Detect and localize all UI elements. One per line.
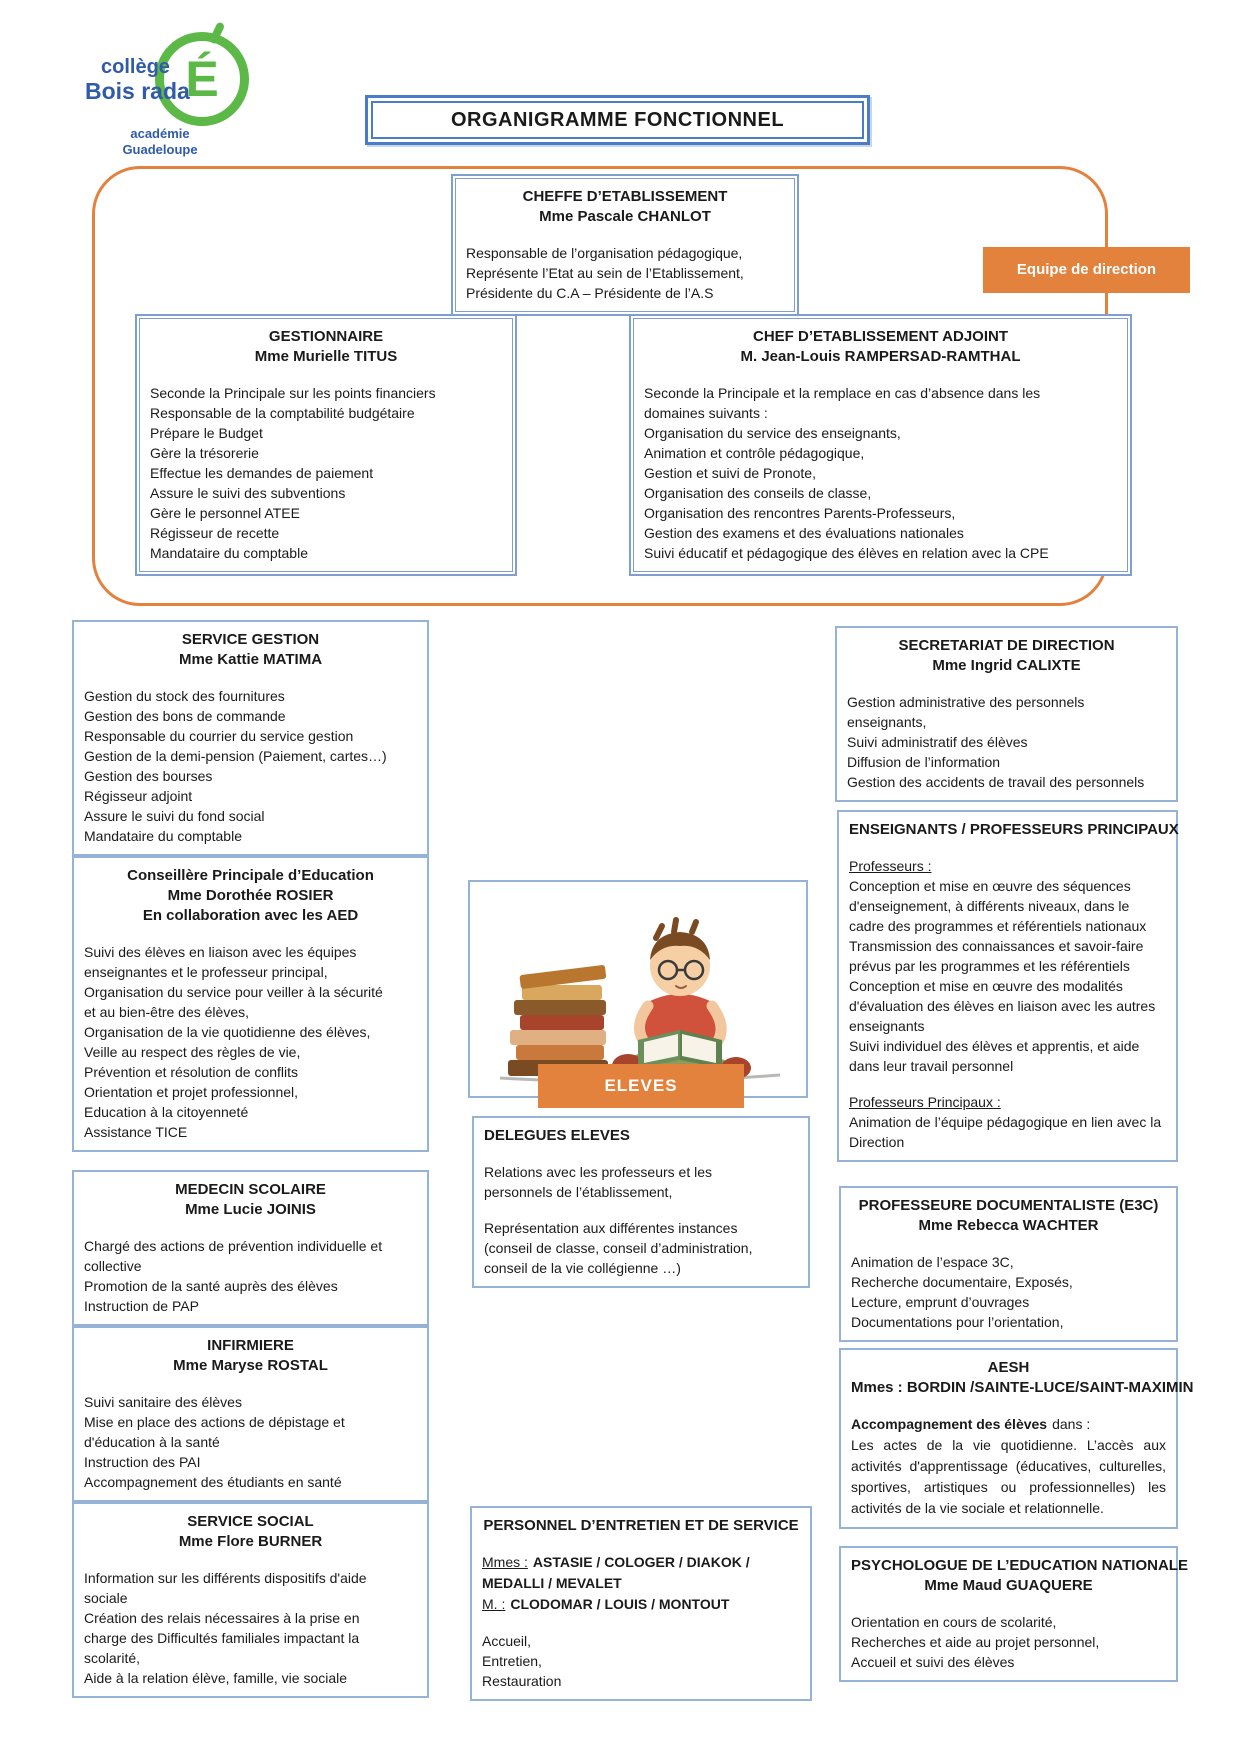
body-lead-bold: Accompagnement des élèves xyxy=(851,1416,1048,1432)
page-title: ORGANIGRAMME FONCTIONNEL xyxy=(371,101,864,139)
body-line: Organisation du service des enseignants, xyxy=(644,425,901,441)
body-line: Lecture, emprunt d’ouvrages xyxy=(851,1294,1030,1310)
body-line: Conception et mise en œuvre des modalités xyxy=(849,978,1123,994)
box-cpe xyxy=(72,856,429,1152)
body-line: Accompagnement des étudiants en santé xyxy=(84,1474,342,1490)
mmes-names: ASTASIE / COLOGER / DIAKOK / MEDALLI / MEVALET xyxy=(482,1554,750,1591)
box-psychologue xyxy=(839,1546,1188,1682)
body-line: Animation de l’espace 3C, xyxy=(851,1254,1014,1270)
body-line: Organisation du service pour veiller à la sécurité xyxy=(84,984,383,1000)
body-line: Responsable du courrier du service gestion xyxy=(84,728,354,744)
body-line: personnels de l’établissement, xyxy=(484,1184,673,1200)
box-title: PSYCHOLOGUE DE L’EDUCATION NATIONALE xyxy=(851,1557,1188,1574)
body-line: Effectue les demandes de paiement xyxy=(150,465,374,481)
body-line: Présidente du C.A – Présidente de l’A.S xyxy=(466,285,714,301)
box-service-gestion xyxy=(72,620,429,856)
box-person: Mme Ingrid CALIXTE xyxy=(932,657,1081,674)
section-label: Professeurs : xyxy=(849,858,932,874)
box-service-social xyxy=(72,1502,429,1698)
body-line: domaines suivants : xyxy=(644,405,768,421)
m-names: CLODOMAR / LOUIS / MONTOUT xyxy=(510,1596,730,1612)
body-line: Education à la citoyenneté xyxy=(84,1104,249,1120)
box-aesh xyxy=(839,1348,1194,1529)
body-line: Documentations pour l’orientation, xyxy=(851,1314,1064,1330)
body-line: Organisation de la vie quotidienne des élèves, xyxy=(84,1024,371,1040)
body-line: Gestion du stock des fournitures xyxy=(84,688,285,704)
body-line: charge des Difficultés familiales impactant la xyxy=(84,1630,360,1646)
logo-school-name: Bois rada xyxy=(85,78,190,104)
logo-academy-line1: académie xyxy=(130,126,190,141)
body-line: d'évaluation des élèves en liaison avec les autres xyxy=(849,998,1156,1014)
body-line: Représentation aux différentes instances xyxy=(484,1220,738,1236)
box-title: DELEGUES ELEVES xyxy=(484,1127,630,1144)
direction-team-badge: Equipe de direction xyxy=(983,247,1190,293)
body-line: collective xyxy=(84,1258,142,1274)
body-line: cadre des programmes et référentiels nationaux xyxy=(849,918,1147,934)
box-secretariat-direction xyxy=(835,626,1178,802)
section-label: Professeurs Principaux : xyxy=(849,1094,1001,1110)
page-title-frame xyxy=(365,95,870,145)
body-line: Responsable de l’organisation pédagogique, xyxy=(466,245,743,261)
box-delegues-eleves xyxy=(472,1116,810,1288)
body-lead-rest: dans : xyxy=(1052,1416,1091,1432)
box-person: Mme Dorothée ROSIER xyxy=(167,887,334,904)
body-line: conseil de la vie collégienne …) xyxy=(484,1260,681,1276)
box-people: Mmes : BORDIN /SAINTE-LUCE/SAINT-MAXIMIN xyxy=(851,1379,1194,1396)
body-line: Gère le personnel ATEE xyxy=(150,505,300,521)
body-line: Suivi administratif des élèves xyxy=(847,734,1028,750)
box-title: INFIRMIERE xyxy=(207,1337,294,1354)
body-line: Gestion des examens et des évaluations nationales xyxy=(644,525,964,541)
body-line: Instruction des PAI xyxy=(84,1454,201,1470)
box-person: Mme Kattie MATIMA xyxy=(178,651,323,668)
body-line: Assistance TICE xyxy=(84,1124,188,1140)
box-professeure-documentaliste xyxy=(839,1186,1178,1342)
body-line: Animation et contrôle pédagogique, xyxy=(644,445,865,461)
body-line: Suivi sanitaire des élèves xyxy=(84,1394,242,1410)
box-title: CHEF D’ETABLISSEMENT ADJOINT xyxy=(752,328,1008,345)
body-line: Accueil et suivi des élèves xyxy=(851,1654,1015,1670)
box-person: Mme Flore BURNER xyxy=(178,1533,323,1550)
logo-college-label: collège xyxy=(101,56,170,78)
body-line: Suivi individuel des élèves et apprentis, et aide xyxy=(849,1038,1140,1054)
box-title: ENSEIGNANTS / PROFESSEURS PRINCIPAUX xyxy=(849,821,1179,838)
body-line: Recherche documentaire, Exposés, xyxy=(851,1274,1073,1290)
box-person: M. Jean-Louis RAMPERSAD-RAMTHAL xyxy=(740,348,1021,365)
academy-logo xyxy=(85,30,255,165)
mmes-label: Mmes : xyxy=(482,1554,528,1570)
body-names-mmes xyxy=(482,1552,800,1594)
box-chef-adjoint xyxy=(633,318,1128,572)
box-person: Mme Pascale CHANLOT xyxy=(539,208,711,225)
body-line: enseignantes et le professeur principal, xyxy=(84,964,328,980)
body-line: Création des relais nécessaires à la prise en xyxy=(84,1610,360,1626)
body-line: Aide à la relation élève, famille, vie sociale xyxy=(84,1670,348,1686)
box-title: PERSONNEL D’ENTRETIEN ET DE SERVICE xyxy=(483,1517,799,1534)
body-line: Direction xyxy=(849,1134,905,1150)
box-gestionnaire xyxy=(139,318,513,572)
body-line: Recherches et aide au projet personnel, xyxy=(851,1634,1100,1650)
body-line: sociale xyxy=(84,1590,128,1606)
body-line: Conception et mise en œuvre des séquences xyxy=(849,878,1131,894)
body-line: Restauration xyxy=(482,1673,562,1689)
body-line: Instruction de PAP xyxy=(84,1298,199,1314)
logo-e-icon: É xyxy=(155,32,249,126)
box-person: Mme Maud GUAQUERE xyxy=(924,1577,1093,1594)
book-stack-icon xyxy=(508,965,608,1076)
eleves-badge: ELEVES xyxy=(538,1064,744,1108)
body-line: scolarité, xyxy=(84,1650,141,1666)
body-line: Régisseur de recette xyxy=(150,525,280,541)
box-cheffe-etablissement xyxy=(455,178,795,312)
body-line: Mandataire du comptable xyxy=(150,545,308,561)
body-line: Assure le suivi des subventions xyxy=(150,485,346,501)
body-line: d'éducation à la santé xyxy=(84,1434,220,1450)
body-line: Animation de l’équipe pédagogique en lien avec la xyxy=(849,1114,1162,1130)
body-line: Gestion et suivi de Pronote, xyxy=(644,465,816,481)
body-line: Gestion administrative des personnels xyxy=(847,694,1085,710)
body-line: Mise en place des actions de dépistage et xyxy=(84,1414,345,1430)
body-line: Orientation en cours de scolarité, xyxy=(851,1614,1057,1630)
body-line: Mandataire du comptable xyxy=(84,828,242,844)
box-person: Mme Murielle TITUS xyxy=(254,348,398,365)
body-line: Responsable de la comptabilité budgétaire xyxy=(150,405,415,421)
body-line: (conseil de classe, conseil d’administration, xyxy=(484,1240,753,1256)
box-person: Mme Lucie JOINIS xyxy=(185,1201,316,1218)
body-line: Entretien, xyxy=(482,1653,542,1669)
body-line: Veille au respect des règles de vie, xyxy=(84,1044,301,1060)
m-label: M. : xyxy=(482,1596,506,1612)
box-subtitle: En collaboration avec les AED xyxy=(142,907,359,924)
body-line: Relations avec les professeurs et les xyxy=(484,1164,712,1180)
box-personnel-entretien xyxy=(470,1506,812,1701)
body-line: Orientation et projet professionnel, xyxy=(84,1084,299,1100)
boy-icon xyxy=(612,920,751,1080)
box-title: AESH xyxy=(987,1359,1030,1376)
box-title: GESTIONNAIRE xyxy=(268,328,384,345)
box-title: MEDECIN SCOLAIRE xyxy=(175,1181,326,1198)
box-person: Mme Rebecca WACHTER xyxy=(918,1217,1099,1234)
body-line: Prépare le Budget xyxy=(150,425,263,441)
body-line: enseignants xyxy=(849,1018,925,1034)
body-line: Organisation des conseils de classe, xyxy=(644,485,872,501)
body-line: Régisseur adjoint xyxy=(84,788,193,804)
body-line: Seconde la Principale et la remplace en cas d’absence dans les xyxy=(644,385,1041,401)
box-enseignants xyxy=(837,810,1178,1162)
box-title: Conseillère Principale d’Education xyxy=(127,867,374,884)
body-line: Diffusion de l’information xyxy=(847,754,1001,770)
box-infirmiere xyxy=(72,1326,429,1502)
body-paragraph: Les actes de la vie quotidienne. L’accès aux activités d'apprentissage (éducatives, culturelles, sportives, artistiques ou professionnelles) les activités de la vie sociale et relationnelle. xyxy=(851,1437,1166,1516)
body-line: Chargé des actions de prévention individuelle et xyxy=(84,1238,383,1254)
box-title: SECRETARIAT DE DIRECTION xyxy=(898,637,1115,654)
body-line: Gestion des accidents de travail des personnels xyxy=(847,774,1145,790)
body-line: Prévention et résolution de conflits xyxy=(84,1064,299,1080)
body-line: Gère la trésorerie xyxy=(150,445,259,461)
body-names-m xyxy=(482,1594,800,1615)
body-line: et au bien-être des élèves, xyxy=(84,1004,249,1020)
body-line: dans leur travail personnel xyxy=(849,1058,1014,1074)
box-person: Mme Maryse ROSTAL xyxy=(173,1357,328,1374)
body-line: prévus par les programmes et les référentiels xyxy=(849,958,1130,974)
box-medecin-scolaire xyxy=(72,1170,429,1326)
logo-academy-line2: Guadeloupe xyxy=(122,142,198,157)
body-line: Seconde la Principale sur les points financiers xyxy=(150,385,436,401)
body-line: Promotion de la santé auprès des élèves xyxy=(84,1278,338,1294)
body-line: enseignants, xyxy=(847,714,927,730)
body-line: Gestion des bons de commande xyxy=(84,708,286,724)
body-line: Suivi éducatif et pédagogique des élèves en relation avec la CPE xyxy=(644,545,1049,561)
body-line: Transmission des connaissances et savoir-faire xyxy=(849,938,1144,954)
body-line: Organisation des rencontres Parents-Professeurs, xyxy=(644,505,956,521)
body-line: Suivi des élèves en liaison avec les équipes xyxy=(84,944,357,960)
body-line: Gestion de la demi-pension (Paiement, cartes…) xyxy=(84,748,387,764)
box-title: PROFESSEURE DOCUMENTALISTE (E3C) xyxy=(858,1197,1159,1214)
box-title: SERVICE GESTION xyxy=(181,631,320,648)
body-line: Accueil, xyxy=(482,1633,532,1649)
box-title: SERVICE SOCIAL xyxy=(187,1513,314,1530)
body-lead xyxy=(851,1414,1166,1435)
body-line: Représente l’Etat au sein de l’Etablissement, xyxy=(466,265,744,281)
body-line: Information sur les différents dispositifs d'aide xyxy=(84,1570,367,1586)
body-line: Assure le suivi du fond social xyxy=(84,808,265,824)
body-line: d'enseignement, à différents niveaux, dans le xyxy=(849,898,1130,914)
box-title: CHEFFE D’ETABLISSEMENT xyxy=(522,188,728,205)
logo-academy-label xyxy=(85,126,235,158)
body-line: Gestion des bourses xyxy=(84,768,213,784)
